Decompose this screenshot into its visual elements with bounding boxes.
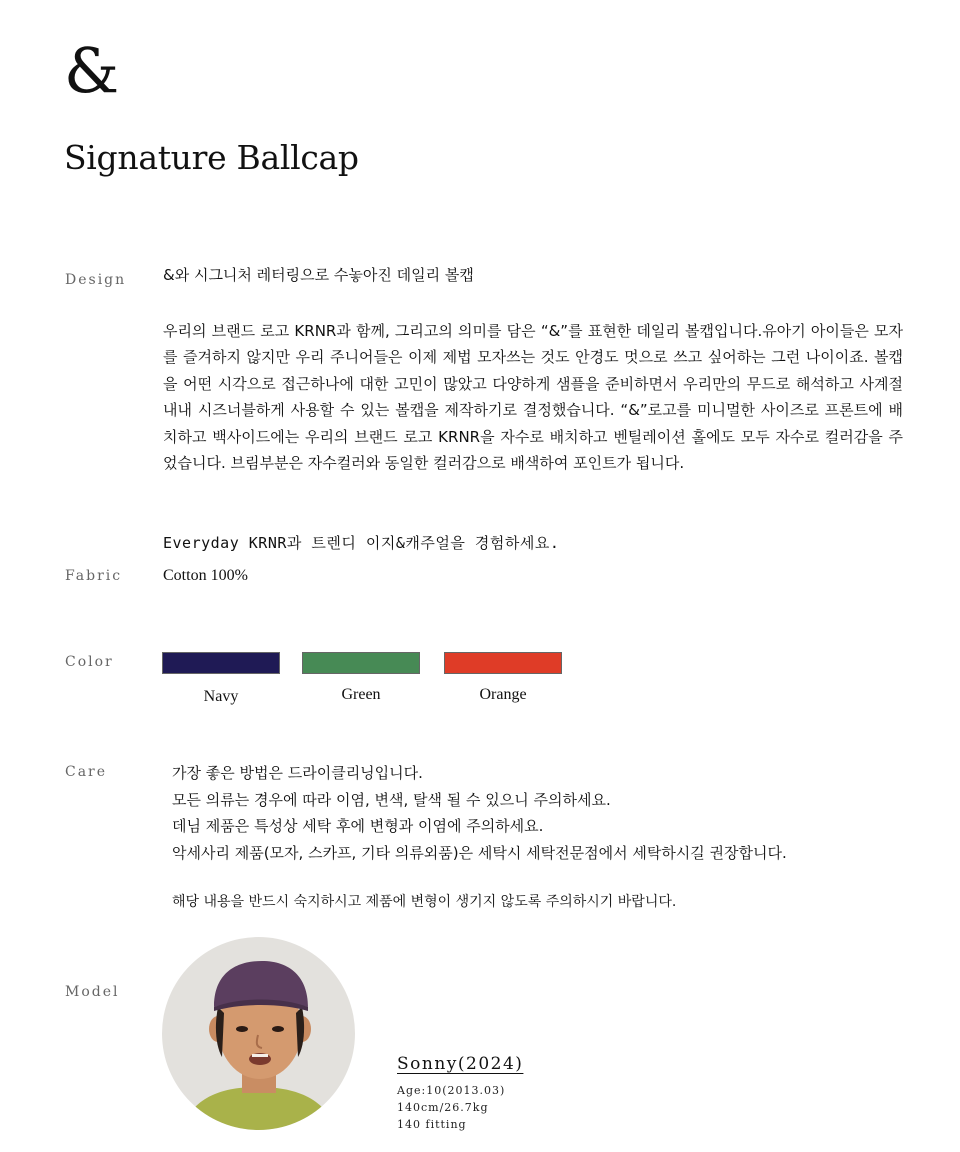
fabric-value: Cotton 100% bbox=[163, 567, 248, 584]
care-line: 악세사리 제품(모자, 스카프, 기타 의류외품)은 세탁시 세탁전문점에서 세탁하시길 권장합니다. bbox=[172, 843, 787, 862]
model-age: Age:10(2013.03) bbox=[397, 1084, 506, 1097]
design-label: Design bbox=[65, 272, 127, 288]
model-portrait-illustration bbox=[162, 937, 355, 1130]
color-name-green: Green bbox=[341, 686, 381, 703]
care-line: 모든 의류는 경우에 따라 이염, 변색, 탈색 될 수 있으니 주의하세요. bbox=[172, 790, 611, 809]
care-note: 해당 내용을 반드시 숙지하시고 제품에 변형이 생기지 않도록 주의하시기 바랍니다. bbox=[172, 894, 677, 910]
color-swatch-navy bbox=[162, 652, 280, 674]
care-line: 가장 좋은 방법은 드라이클리닝입니다. bbox=[172, 764, 423, 782]
model-label: Model bbox=[65, 984, 120, 1000]
design-headline: &와 시그니처 레터링으로 수놓아진 데일리 볼캡 bbox=[163, 266, 474, 284]
design-tagline: Everyday KRNR과 트렌디 이지&캐주얼을 경험하세요. bbox=[163, 534, 560, 552]
page-title: Signature Ballcap bbox=[64, 138, 359, 177]
model-size: 140cm/26.7kg bbox=[397, 1101, 489, 1114]
color-swatch-green bbox=[302, 652, 420, 674]
color-label: Color bbox=[65, 654, 114, 670]
color-swatch-orange bbox=[444, 652, 562, 674]
color-name-orange: Orange bbox=[479, 686, 527, 703]
care-instructions bbox=[172, 760, 787, 866]
color-name-navy: Navy bbox=[203, 688, 239, 705]
fabric-label: Fabric bbox=[65, 568, 123, 584]
model-name: Sonny(2024) bbox=[397, 1054, 524, 1074]
care-line: 데님 제품은 특성상 세탁 후에 변형과 이염에 주의하세요. bbox=[172, 817, 544, 835]
brand-ampersand-logo: & bbox=[64, 34, 120, 107]
care-label: Care bbox=[65, 764, 108, 780]
model-fitting: 140 fitting bbox=[397, 1118, 467, 1131]
model-photo bbox=[162, 937, 355, 1130]
design-description: 우리의 브랜드 로고 KRNR과 함께, 그리고의 의미를 담은 “&”를 표현한 데일리 볼캡입니다.유아기 아이들은 모자를 즐겨하지 않지만 우리 주니어들은 이제 제법 모자쓰는 것도 안경도 멋으로 쓰고 싶어하는 그런 나이이죠. 볼캡을 어떤 시각으로 접근하나에 대한 고민이 많았고 다양하게 샘플을 준비하면서 우리만의 무드로 해석하고 사계절내내 시즈너블하게 사용할 수 있는 볼캡을 제작하기로 결정했습니다. “&”로고를 미니멀한 사이즈로 프론트에 배치하고 백사이드에는 우리의 브랜드 로고 KRNR을 자수로 배치하고 벤틸레이션 홀에도 모두 자수로 컬러감을 주었습니다. 브림부분은 자수컬러와 동일한 컬러감으로 배색하여 포인트가 됩니다. bbox=[163, 322, 903, 473]
